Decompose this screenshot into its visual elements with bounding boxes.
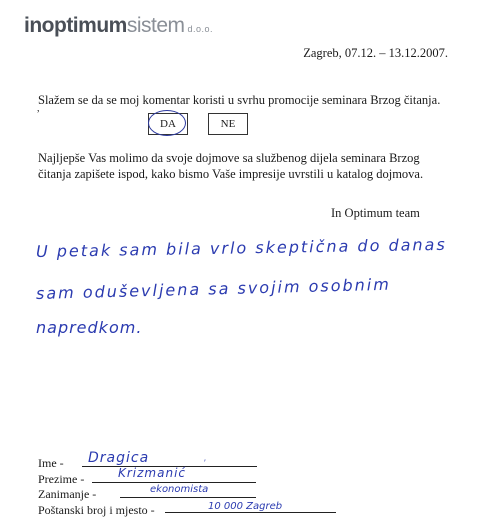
occupation-value[interactable]: ekonomista	[150, 484, 209, 495]
logo-suffix: d.o.o.	[187, 24, 214, 34]
tick-mark: ′	[204, 458, 206, 468]
name-label: Ime -	[38, 456, 64, 470]
logo-light-text: sistem	[126, 14, 185, 37]
document-date: Zagreb, 07.12. – 13.12.2007.	[303, 46, 448, 60]
company-logo	[24, 14, 213, 38]
surname-value[interactable]: Krizmanić	[118, 466, 187, 480]
stray-mark: ,	[37, 103, 40, 114]
handwritten-line-1: U petak sam bila vrlo skeptična do danas	[35, 234, 447, 261]
instructions-paragraph: Najljepše Vas molimo da svoje dojmove sa službenog dijela seminara Brzog čitanja zapišete ispod, kako bismo Vaše impresije uvrstili u katalog dojmova.	[38, 151, 424, 181]
logo-bold-text: inoptimum	[24, 14, 127, 37]
handwritten-line-2: sam oduševljena sa svojim osobnim	[35, 274, 392, 303]
handwritten-line-3: napredkom.	[36, 318, 143, 337]
occupation-label: Zanimanje -	[38, 487, 97, 501]
surname-label: Prezime -	[38, 472, 85, 486]
consent-statement: Slažem se da se moj komentar koristi u svrhu promocije seminara Brzog čitanja.	[38, 93, 441, 107]
surname-underline	[92, 482, 256, 483]
team-signature: In Optimum team	[331, 206, 420, 220]
occupation-underline	[120, 497, 256, 498]
yes-selected-circle	[148, 110, 186, 136]
name-value[interactable]: Dragica	[88, 450, 150, 466]
postal-label: Poštanski broj i mjesto -	[38, 503, 155, 517]
postal-underline	[165, 512, 336, 513]
postal-value[interactable]: 10 000 Zagreb	[208, 501, 283, 512]
option-yes-box[interactable]: DA	[148, 113, 188, 135]
option-no-box[interactable]: NE	[208, 113, 248, 135]
